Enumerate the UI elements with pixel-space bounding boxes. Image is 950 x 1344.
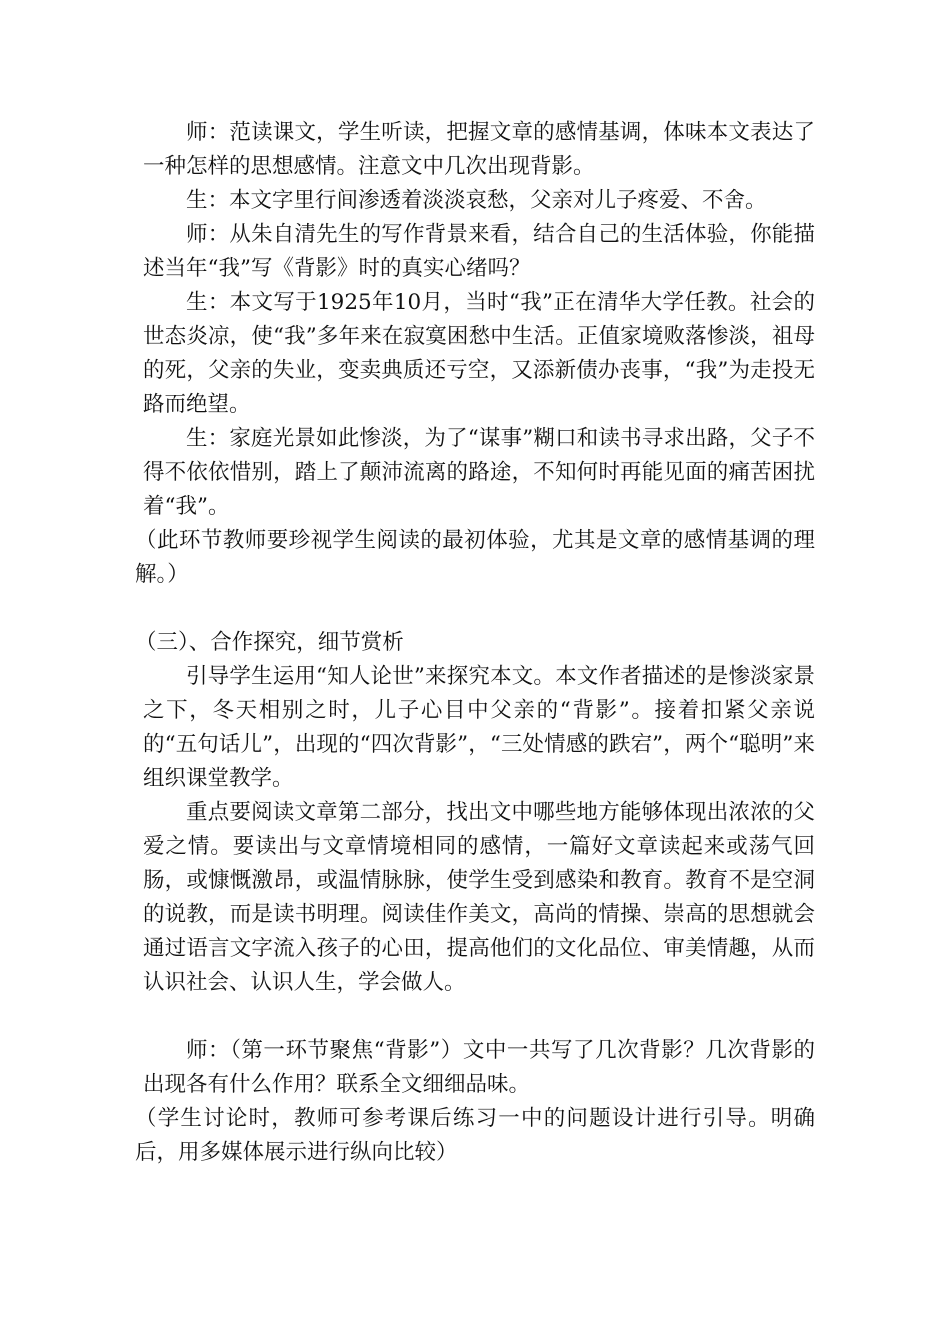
teacher-paragraph-background: 师：从朱自清先生的写作背景来看，结合自己的生活体验，你能描述当年“我”写《背影》时的真实心绪吗？: [143, 222, 815, 281]
teacher-paragraph-reading: 师：范读课文，学生听读，把握文章的感情基调，体味本文表达了一种怎样的思想感情。注意文中几次出现背影。: [143, 120, 815, 179]
guide-paragraph: 引导学生运用“知人论世”来探究本文。本文作者描述的是惨淡家景之下，冬天相别之时，儿子心目中父亲的“背影”。接着扣紧父亲说的“五句话儿”，出现的“四次背影”，“三处情感的跌宕”，两个“聪明”来组织课堂教学。: [143, 664, 815, 791]
student-paragraph-1925: 生：本文写于1925年10月，当时“我”正在清华大学任教。社会的世态炎凉，使“我”多年来在寂寞困愁中生活。正值家境败落惨淡，祖母的死，父亲的失业，变卖典质还亏空，又添新债办丧事，“我”为走投无路而绝望。: [143, 290, 815, 417]
key-reading-paragraph: 重点要阅读文章第二部分，找出文中哪些地方能够体现出浓浓的父爱之情。要读出与文章情境相同的感情，一篇好文章读起来或荡气回肠，或慷慨激昂，或温情脉脉，使学生受到感染和教育。教育不是空洞的说教，而是读书明理。阅读佳作美文，高尚的情操、崇高的思想就会通过语言文字流入孩子的心田，提高他们的文化品位、审美情趣，从而认识社会、认识人生，学会做人。: [143, 800, 815, 995]
student-paragraph-family: 生：家庭光景如此惨淡，为了“谋事”糊口和读书寻求出路，父子不得不依依惜别，踏上了颠沛流离的路途，不知何时再能见面的痛苦困扰着“我”。: [143, 426, 815, 519]
teacher-note-first-experience: （此环节教师要珍视学生阅读的最初体验，尤其是文章的感情基调的理解。）: [135, 528, 815, 587]
teacher-paragraph-first-step: 师：（第一环节聚焦“背影”）文中一共写了几次背影？几次背影的出现各有什么作用？联系全文细细品味。: [143, 1038, 815, 1097]
paragraph-gap: [143, 1000, 815, 1034]
section-heading-cooperative-inquiry: （三）、合作探究，细节赏析: [135, 630, 404, 655]
student-paragraph-sorrow: 生：本文字里行间渗透着淡淡哀愁，父亲对儿子疼爱、不舍。: [186, 188, 767, 213]
paragraph-gap: [143, 592, 815, 626]
teacher-note-discussion: （学生讨论时，教师可参考课后练习一中的问题设计进行引导。明确后，用多媒体展示进行纵向比较）: [135, 1106, 815, 1165]
document-body: [135, 116, 815, 1170]
